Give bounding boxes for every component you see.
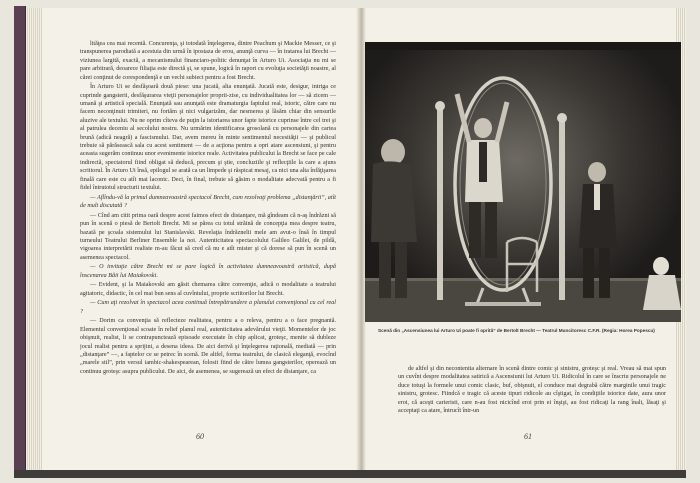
page-stack-left xyxy=(26,8,42,470)
paragraph: — Evident, şi la Maiakovski am găsit chemarea către convenţie, adică o modalitate a teatrului agitatoric, didactic, în cel mai bun sens al cuvîntului, proprie scriitorilor lui Brecht. xyxy=(80,282,336,297)
page-number-right: 61 xyxy=(524,432,532,441)
page-number-left: 60 xyxy=(196,432,204,441)
left-page-text xyxy=(80,40,336,428)
interview-question: — Aflîndu-vă la primul dumneavoastră spectacol Brecht, cum rezolvaţi problema „distanţării”, atît de mult discutată ? xyxy=(80,194,336,210)
stage-photograph xyxy=(365,42,681,322)
book-cover-bottom xyxy=(14,470,686,478)
interview-question: — Cum aţi rezolvat în spectacol acea continuă întrepătrundere a planului convenţional cu cel real ? xyxy=(80,300,336,315)
paragraph: lităţea cea mai recentă. Concurenţa, şi totodată înţelegerea, dintre Peachum şi Mackie Messer, ce şi transpunerea parodiată a acestuia din urmă în ipostaza de erou, anunţă curva — în tratarea lui Brecht — viziunea largită, exactă, a mecanismului financiaro-politic denunţat în Arturo Ui. Asociaţia nu mi se pare arbitrară, deoarece filiaţia este directă şi, se spune, logică în raport cu evoluţia societăţii noastre, al cărei conţinut de corespondenţă e un vechi subiect pentru a fost Brecht. xyxy=(80,41,336,81)
stage-photo-illustration xyxy=(365,42,681,322)
paragraph: — Dorim ca convenţia să reflecteze realitatea, pentru a o releva, pentru a o face pregnantă. Elementul convenţional scoate în relief planul real, autenticitatea adevărului vieţii. Momentelor de joc obişnuit, realist, li se contrapunctează episoade executate în chip aplicat, groteşc, menite să dubleze jocul realist pentru a sprijini, a desena ideea. De aici derivă şi înţelegerea raţională, mediată — prin „distanţare” —, a faptelor ce se petrec în scenă. De altfel, forma teatrului, de clasică eleganţă, evocînd „marele stil”, prin versul iambic-shakespearean, folosit fiind de către lumea gangsterilor, operează un continuu groteşc asupra publicului. De aici, de asemenea, se sugerează un efect de distanţare, ca xyxy=(80,318,336,375)
paragraph: — Cînd am citit prima oară despre acest faimos efect de distanţare, mă gîndeam că n-aş îndrăzni să pun în scenă o piesă de Bertolt Brecht. Mi se părea cu totul străină de concepţia mea despre teatru, bazată pe şcoala sistemului lui Stanislavski. Revelaţia îndrăznelii mele am avut-o însă în timpul turneului Teatrului Berliner Ensemble la noi. Autenticitatea spectacolului Galileo Galilei, de pildă, vigoarea interpretării realiste m-au făcut să cred că nu e atît mister şi că dorese să pun în scenă un asemenea spectacol. xyxy=(80,212,336,261)
interview-question: — O invitaţie către Brecht mi se pare logică în activitatea dumneavoastră artistică, după înscenarea Băii lui Maiakovski. xyxy=(80,264,336,279)
book-cover-spine xyxy=(14,6,26,474)
photo-caption: Scenă din „Ascensiunea lui Arturo Ui poate fi oprită” de Bertolt Brecht — Teatrul Muncitoresc C.F.R. (Regia: Horea Popescu) xyxy=(378,328,655,333)
paragraph: În Arturo Ui se desfăşoară două piese: una jucată, alta enunţată. Jucată este, desigur, intriga ce cuprinde gangsterii, desfăşurarea vieţii personajelor proprii-zise, cu individualitatea lor — să zicem — umană şi artistică specială. Enunţată sau anunţată este dramaturgia faptului real, istoric, către care nu facem neconţinuit trimiteri, nu fortăm şi nici vulgarizăm, dar nesmerea şi lăsăm chiar din sensurile aluzive ale textului. Nu ne oprim cîteva de puţin la istoriarea unor fapte istorice cuprinse între cel trei şi al patrulea deceniu al secolului nostru. Nu urmărim identificarea grosolană cu personajele din cartea brună (adică neagră) a fascismului. Dar, avem mereu în minte sentimentul necesităţii — şi publicul trebuie să părăsească sala cu acest sentiment — de a acţiona pentru a opri atare ascensiuni, şi pentru aceasta sugerăm continuu unor evenimente istorice reale. Activitatea publicului la Brecht se face pe cale indirectă, spectatorul fiind obligat să deducă, precum şi ştie, concluziile şi reflecţiile la care a ajuns scriitorul. În Arturo Ui însă, epilogul se arată ca un limpede şi răspicat mesaj, ca nici una alta înfăţişarea finală care este cu atît mai laconic. Deci, în final, trebuie să găsim o modalitate adecvată pentru a fi fidel întrutotul structurii textului. xyxy=(80,84,336,192)
paragraph: de altfel şi din necontenita alternare în scenă dintre comic şi sinistru, groteşc şi real. Vreau să mai spun un cuvînt despre modalitatea satirică a Ascensiunii lui Arturo Ui. Ridicolul în care se înscriu personajele ne duce totuşi la formele unui comic clasic, buf, obişnuit, el conduce mai degrabă către marginile unui tragic sinistru, grotesc. Fiindcă e tragic că aceste tipuri ridicole au cîştigat, în condiţiile istorice date, aura unor eroi, că aceşti carieristi, care n-au fost nicicînd eroi prin ei înşişi, au fost ridicaţi la rang înalt, lăsaţi şi acceptaţi ca atare, întrucît într-un xyxy=(398,366,666,415)
right-page-text xyxy=(398,365,666,433)
